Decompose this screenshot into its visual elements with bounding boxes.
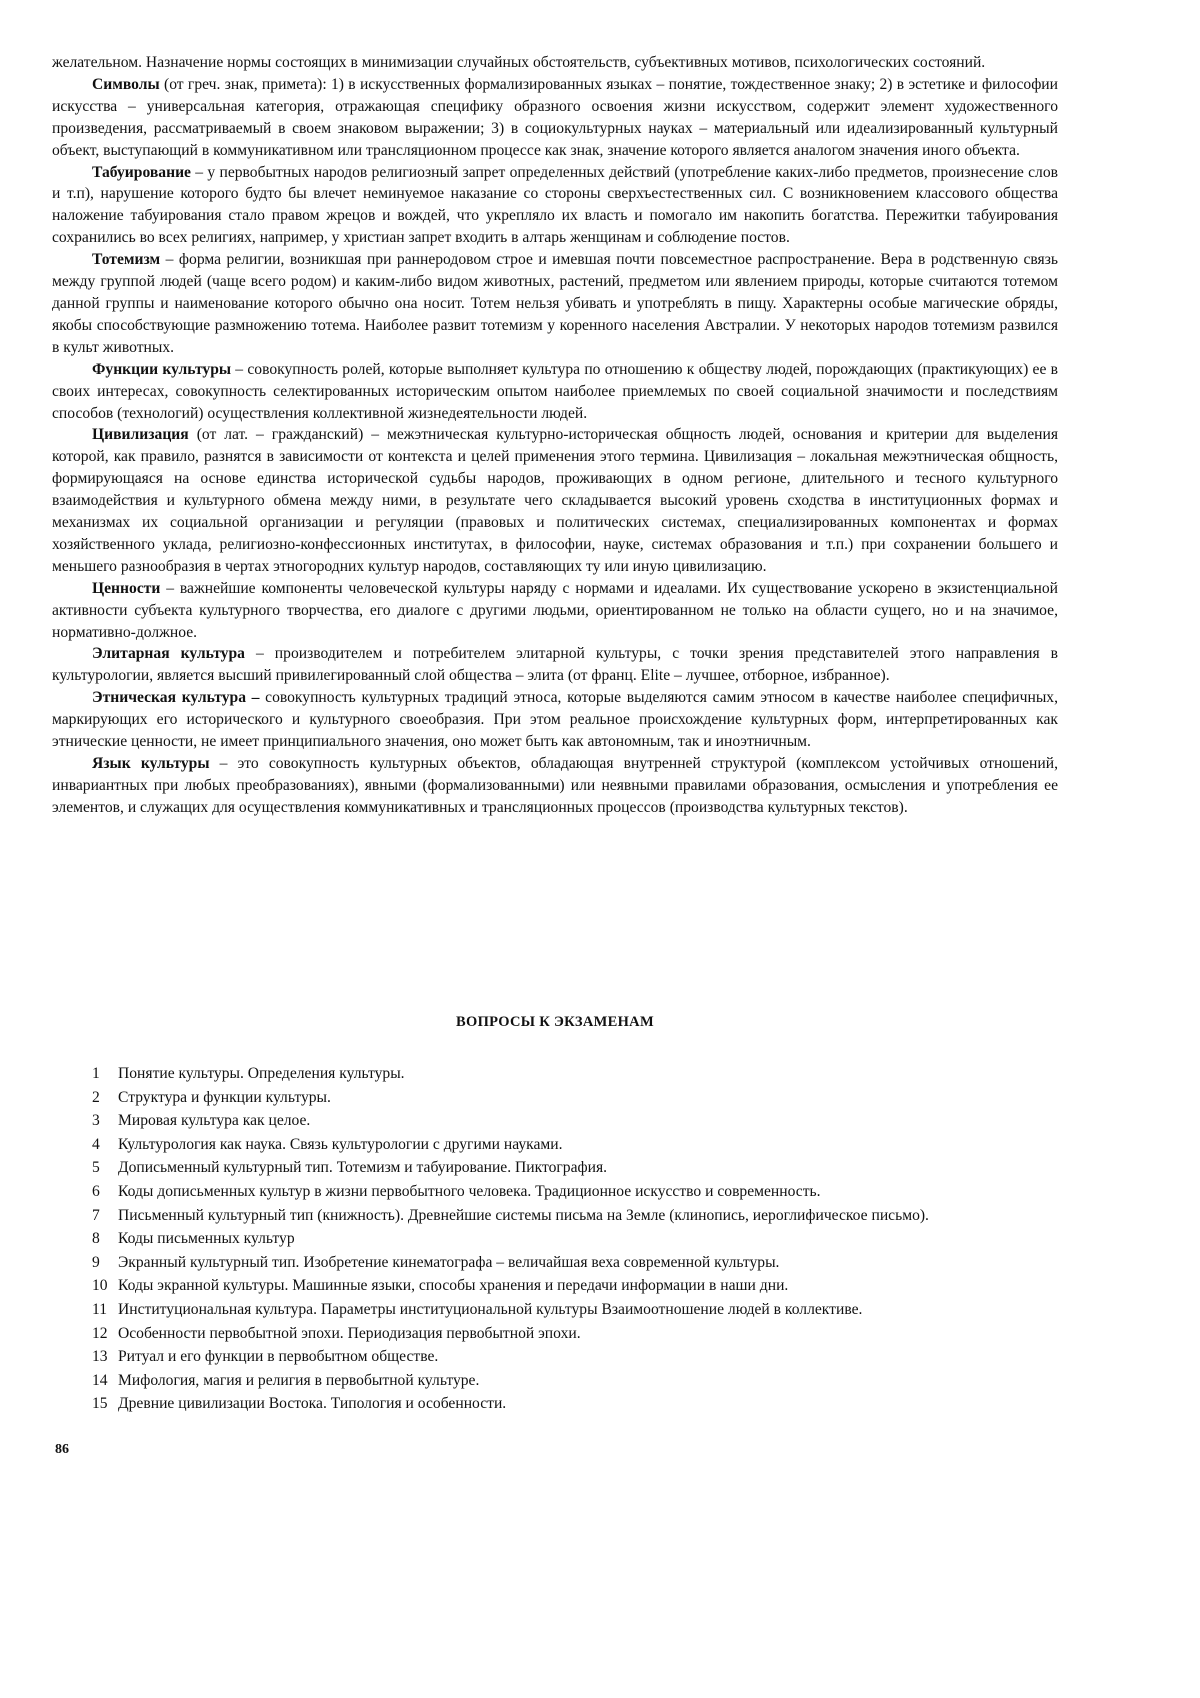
question-number: 5 <box>92 1156 118 1180</box>
question-item <box>52 1133 1058 1157</box>
glossary-definition: – важнейшие компоненты человеческой культуры наряду с нормами и идеалами. Их существование ускорено в экзистенциальной активности субъекта культурного творчества, его диалоге с другими людьми, ориентированном не только на области сущего, но и на значимое, нормативно-должное. <box>52 580 1058 641</box>
question-text: Структура и функции культуры. <box>118 1089 331 1106</box>
question-number: 14 <box>92 1369 118 1393</box>
glossary-entry <box>52 249 1058 359</box>
intro-paragraph: желательном. Назначение нормы состоящих в минимизации случайных обстоятельств, субъективных мотивов, психологических состояний. <box>52 52 1058 74</box>
question-item <box>52 1204 1058 1228</box>
question-item <box>52 1109 1058 1133</box>
question-text: Экранный культурный тип. Изобретение кинематографа – величайшая веха современной культуры. <box>118 1254 779 1271</box>
question-number: 4 <box>92 1133 118 1157</box>
glossary-entry <box>52 162 1058 250</box>
question-number: 1 <box>92 1062 118 1086</box>
question-number: 15 <box>92 1392 118 1416</box>
page-number: 86 <box>55 1442 69 1458</box>
question-item <box>52 1086 1058 1110</box>
question-item <box>52 1180 1058 1204</box>
glossary-entry <box>52 74 1058 162</box>
question-text: Понятие культуры. Определения культуры. <box>118 1065 405 1082</box>
question-text: Институциональная культура. Параметры институциональной культуры Взаимоотношение людей в коллективе. <box>118 1301 862 1318</box>
question-number: 8 <box>92 1227 118 1251</box>
question-number: 10 <box>92 1274 118 1298</box>
question-item <box>52 1274 1058 1298</box>
question-item <box>52 1062 1058 1086</box>
question-number: 11 <box>92 1298 118 1322</box>
question-item <box>52 1227 1058 1251</box>
question-text: Древние цивилизации Востока. Типология и особенности. <box>118 1395 506 1412</box>
question-text: Ритуал и его функции в первобытном обществе. <box>118 1348 438 1365</box>
question-item <box>52 1251 1058 1275</box>
glossary-entry <box>52 753 1058 819</box>
question-text: Дописьменный культурный тип. Тотемизм и табуирование. Пиктография. <box>118 1159 607 1176</box>
question-item <box>52 1369 1058 1393</box>
question-text: Мифология, магия и религия в первобытной культуре. <box>118 1372 479 1389</box>
glossary-entry <box>52 643 1058 687</box>
question-text: Письменный культурный тип (книжность). Древнейшие системы письма на Земле (клинопись, иероглифическое письмо). <box>118 1207 929 1224</box>
question-number: 2 <box>92 1086 118 1110</box>
question-text: Культурология как наука. Связь культурологии с другими науками. <box>118 1136 563 1153</box>
glossary-definition: – совокупность ролей, которые выполняет культура по отношению к обществу людей, порождающих (практикующих) ее в своих интересах, совокупность селектированных историческим опытом наиболее приемлемых по своей социальной значимости и последствиям способов (технологий) осуществления коллективной жизнедеятельности людей. <box>52 361 1058 422</box>
glossary-term: Тотемизм <box>92 251 160 268</box>
question-text: Коды экранной культуры. Машинные языки, способы хранения и передачи информации в наши дни. <box>118 1277 788 1294</box>
question-number: 12 <box>92 1322 118 1346</box>
question-text: Мировая культура как целое. <box>118 1112 310 1129</box>
glossary-entry <box>52 687 1058 753</box>
glossary-term: Язык культуры <box>92 755 210 772</box>
question-item <box>52 1298 1058 1322</box>
question-number: 3 <box>92 1109 118 1133</box>
glossary-term: Табуирование <box>92 164 191 181</box>
question-number: 9 <box>92 1251 118 1275</box>
glossary-definition: – у первобытных народов религиозный запрет определенных действий (употребление каких-либо предметов, произнесение слов и т.п), нарушение которого будто бы влечет неминуемое наказание со стороны сверхъестественных сил. С возникновением классового общества наложение табуирования стало правом жрецов и вождей, что укрепляло их власть и помогало им накопить богатства. Пережитки табуирования сохранились во всех религиях, например, у христиан запрет входить в алтарь женщинам и соблюдение постов. <box>52 164 1058 247</box>
glossary-term: Функции культуры <box>92 361 231 378</box>
glossary-entry <box>52 578 1058 644</box>
question-number: 7 <box>92 1204 118 1228</box>
questions-list <box>52 1062 1058 1416</box>
glossary-definition: – это совокупность культурных объектов, обладающая внутренней структурой (комплексом устойчивых отношений, инвариантных при любых преобразованиях), явными (формализованными) или неявными правилами образования, осмысления и употребления ее элементов, и служащих для осуществления коммуникативных и трансляционных процессов (производства культурных текстов). <box>52 755 1058 816</box>
glossary-term: Цивилизация <box>92 426 189 443</box>
question-item <box>52 1392 1058 1416</box>
glossary-term: Ценности <box>92 580 160 597</box>
glossary-term: Элитарная культура <box>92 645 245 662</box>
glossary-entry <box>52 359 1058 425</box>
glossary-definition: (от греч. знак, примета): 1) в искусственных формализированных языках – понятие, тождественное знаку; 2) в эстетике и философии искусства – универсальная категория, отражающая специфику образного освоения жизни искусством, содержит элемент художественного произведения, рассматриваемый в своем знаковом выражении; 3) в социокультурных науках – материальный или идеализированный культурный объект, выступающий в коммуникативном или трансляционном процессе как знак, значение которого является аналогом значения иного объекта. <box>52 76 1058 159</box>
question-text: Коды письменных культур <box>118 1230 295 1247</box>
glossary-text <box>52 52 1058 819</box>
glossary-definition: – производителем и потребителем элитарной культуры, с точки зрения представителей этого направления в культурологии, является высший привилегированный слой общества – элита (от франц. Elite – лучшее, отборное, избранное). <box>52 645 1058 684</box>
question-item <box>52 1345 1058 1369</box>
question-text: Коды дописьменных культур в жизни первобытного человека. Традиционное искусство и современность. <box>118 1183 821 1200</box>
question-number: 6 <box>92 1180 118 1204</box>
glossary-entry <box>52 424 1058 577</box>
glossary-term: Этническая культура – <box>92 689 259 706</box>
glossary-term: Символы <box>92 76 160 93</box>
glossary-definition: (от лат. – гражданский) – межэтническая культурно-историческая общность людей, основания и критерии для выделения которой, как правило, разнятся в зависимости от контекста и целей применения этого термина. Цивилизация – локальная межэтническая общность, формирующаяся на основе единства исторической судьбы народов, проживающих в одном регионе, длительного и тесного культурного взаимодействия и культурного обмена между ними, в результате чего складывается высокий уровень сходства в институционных формах и механизмах их социальной организации и регуляции (правовых и политических системах, специализированных компонентах и формах хозяйственного уклада, религиозно-конфессионных институтах, в философии, науке, системах образования и т.п.) при сохранении большего и меньшего разнообразия в чертах этногородних культур народов, составляющих ту или иную цивилизацию. <box>52 426 1058 574</box>
glossary-definition: – форма религии, возникшая при раннеродовом строе и имевшая почти повсеместное распространение. Вера в родственную связь между группой людей (чаще всего родом) и каким-либо видом животных, растений, предметом или явлением природы, которые считаются тотемом данной группы и наименование которого обычно она носит. Тотем нельзя убивать и употреблять в пищу. Характерны особые магические обряды, якобы способствующие размножению тотема. Наиболее развит тотемизм у коренного населения Австралии. У некоторых народов тотемизм развился в культ животных. <box>52 251 1058 356</box>
question-item <box>52 1322 1058 1346</box>
question-text: Особенности первобытной эпохи. Периодизация первобытной эпохи. <box>118 1325 581 1342</box>
question-item <box>52 1156 1058 1180</box>
question-number: 13 <box>92 1345 118 1369</box>
questions-title: ВОПРОСЫ К ЭКЗАМЕНАМ <box>0 1014 1110 1031</box>
glossary-definition: совокупность культурных традиций этноса, которые выделяются самим этносом в качестве наиболее специфичных, маркирующих его исторического и культурного своеобразия. При этом реальное происхождение культурных форм, интерпретированных как этнические ценности, не имеет принципиального значения, оно может быть как автономным, так и иноэтничным. <box>52 689 1058 750</box>
